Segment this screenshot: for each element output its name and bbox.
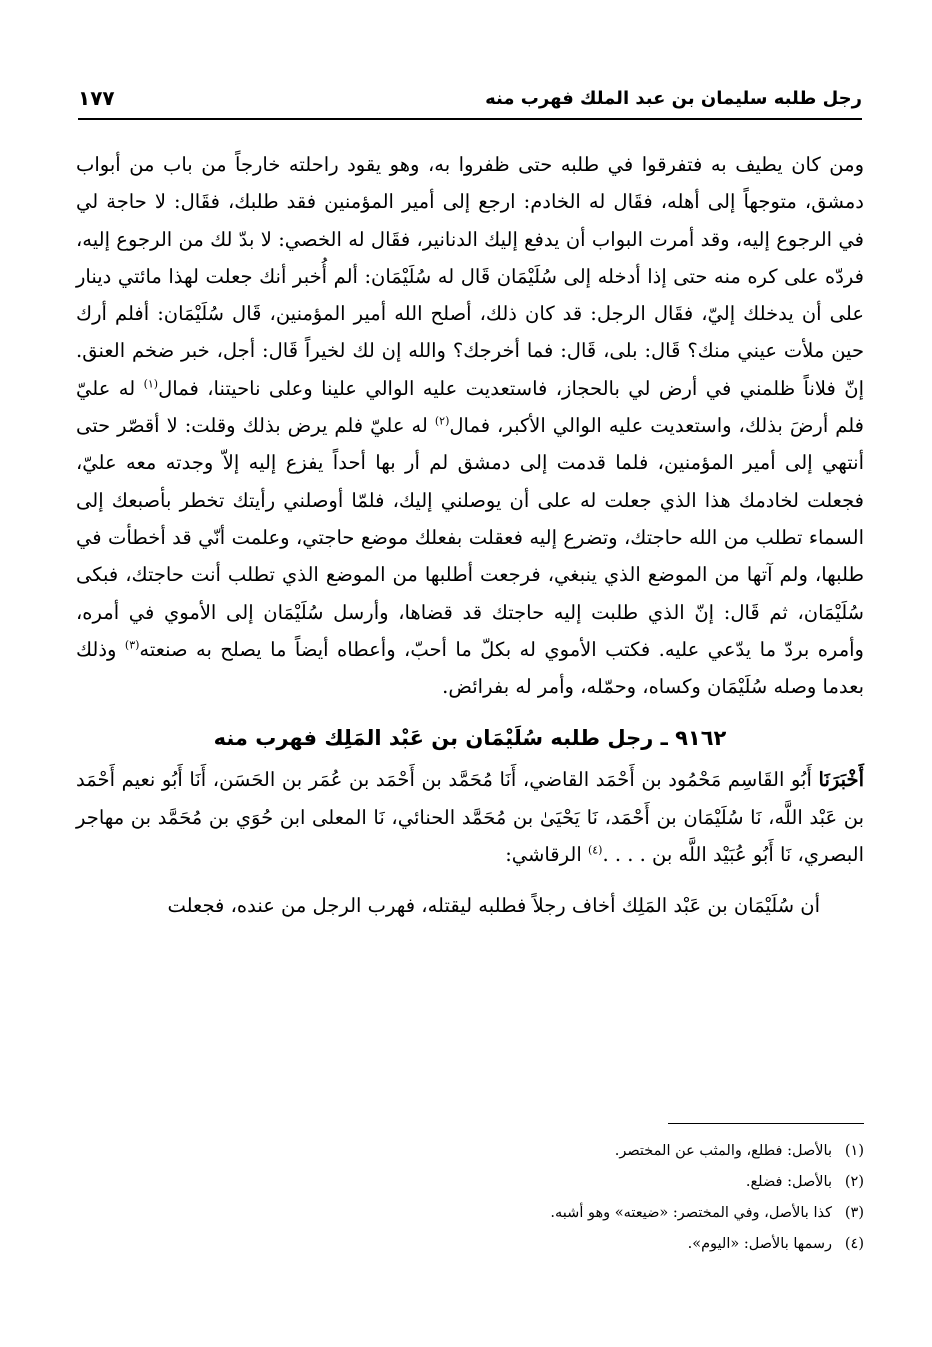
footnote-marker-4: (٤) bbox=[587, 843, 603, 857]
footnote-text: كذا بالأصل، وفي المختصر: «ضيعته» وهو أشبه. bbox=[550, 1205, 832, 1221]
isnad-text-2: الرقاشي: bbox=[505, 843, 588, 867]
running-header bbox=[78, 82, 862, 120]
continuation-text-2: له عليّ فلم أرضَ بذلك، واستعديت عليه الوالي الأكبر، فمال bbox=[76, 376, 864, 438]
footnote-number: (٢) bbox=[844, 1174, 864, 1190]
body-text bbox=[76, 146, 864, 925]
footnote-separator bbox=[668, 1123, 864, 1124]
continuation-text-1: ومن كان يطيف به فتفرقوا في طلبه حتى ظفروا به، وهو يقود راحلته خارجاً من باب من أبواب دمشق، متوجهاً إلى أهله، فقَال له الخادم: ارجع إلى أمير المؤمنين فقد طلبك، فقَال: لا حاجة لي في الرجوع إليه، وقد أمرت البواب أن يدفع إليك الدنانير، فقَال له الخصي: لا بدّ لك من الرجوع إليه، فردّه على كره منه حتى إذا أدخله إلى سُلَيْمَان قَال له سُلَيْمَان: ألم أُخبر أنك جعلت لهذا مائتي دينار على أن يدخلك إليّ، فقَال الرجل: قد كان ذلك، أصلح الله أمير المؤمنين، قَال سُلَيْمَان: أفلم أرك حين ملأت عيني منك؟ قَال: بلى، قَال: فما أخرجك؟ والله إن لك لخيراً قَال: أجل، خبر ضخم العنق. إنّ فلاناً ظلمني في أرض لي بالحجاز، فاستعديت عليه الوالي علينا وعلى ناحيتنا، فمال bbox=[76, 153, 864, 400]
footnote-marker-3: (٣) bbox=[124, 638, 140, 652]
continuation-text-3: له عليّ فلم يرض بذلك وقلت: لا أقصّر حتى أنتهي إلى أمير المؤمنين، فلما قدمت إلى دمشق لم أر بها أحداً يفزع إليه إلاّ وجدته معه عليّ، فجعلت لخادمك هذا الذي جعلت له على أن يوصلني إليك، فلمّا أوصلني رأيتك تخطر بأصبعك إلى السماء تطلب من الله حاجتك، وتضرع إليه فعقلت بفعلك موضع حاجتي، وعلمت أنّي قد أخطأت في طلبها، ولم آتها من الموضع الذي ينبغي، فرجعت أطلبها من الموضع الذي تطلب أنت حاجتك، فبكى سُلَيْمَان، ثم قَال: إنّ الذي طلبت إليه حاجتك قد قضاها، وأرسل سُلَيْمَان إلى الأموي في أمره، وأمره بردّ ما يدّعي عليه. فكتب الأموي له بكلّ ما أحبّ، وأعطاه أيضاً ما يصلح به صنعته bbox=[76, 414, 864, 661]
footnote-4 bbox=[76, 1229, 864, 1260]
footnote-3 bbox=[76, 1198, 864, 1229]
footnote-2 bbox=[76, 1167, 864, 1198]
story-opening-paragraph: أن سُلَيْمَان بن عَبْد المَلِك أخاف رجلاً فطلبه ليقتله، فهرب الرجل من عنده، فجعلت bbox=[167, 894, 820, 918]
footnote-marker-2: (٢) bbox=[434, 414, 450, 428]
footnotes bbox=[76, 1136, 864, 1260]
footnote-text: رسمها بالأصل: «اليوم». bbox=[687, 1236, 832, 1252]
header-title: رجل طلبه سليمان بن عبد الملك فهرب منه bbox=[485, 87, 862, 109]
section-heading: ٩١٦٢ ـ رجل طلبه سُلَيْمَان بن عَبْد المَلِك فهرب منه bbox=[213, 726, 727, 751]
isnad-lead-word: أَخْبَرَنَا bbox=[818, 768, 864, 792]
footnote-marker-1: (١) bbox=[143, 377, 159, 391]
footnote-1 bbox=[76, 1136, 864, 1167]
isnad-paragraph bbox=[76, 761, 864, 873]
isnad-text-1: أَبُو القَاسِم مَحْمُود بن أَحْمَد القاضي، أَنَا مُحَمَّد بن أَحْمَد بن عُمَر بن الحَسَن، أَنَا أَبُو نعيم أَحْمَد بن عَبْد اللَّه، نَا سُلَيْمَان بن أَحْمَد، نَا يَحْيَىٰ بن مُحَمَّد الحنائي، نَا المعلى ابن حُوَي بن مُحَمَّد بن مهاجر البصري، نَا أَبُو عُبَيْد اللَّه بن . . . . bbox=[76, 768, 864, 867]
footnote-text: بالأصل: فضلع. bbox=[745, 1174, 832, 1190]
continuation-text-4: وذلك بعدما وصله سُلَيْمَان وكساه، وحمّله، وأمر له بفرائض. bbox=[76, 637, 864, 699]
page-number: ١٧٧ bbox=[78, 86, 115, 110]
footnote-number: (٣) bbox=[844, 1205, 864, 1221]
footnote-number: (٤) bbox=[844, 1236, 864, 1252]
footnote-number: (١) bbox=[844, 1143, 864, 1159]
footnote-text: بالأصل: فطلع، والمثب عن المختصر. bbox=[614, 1143, 832, 1159]
continuation-paragraph bbox=[76, 146, 864, 705]
